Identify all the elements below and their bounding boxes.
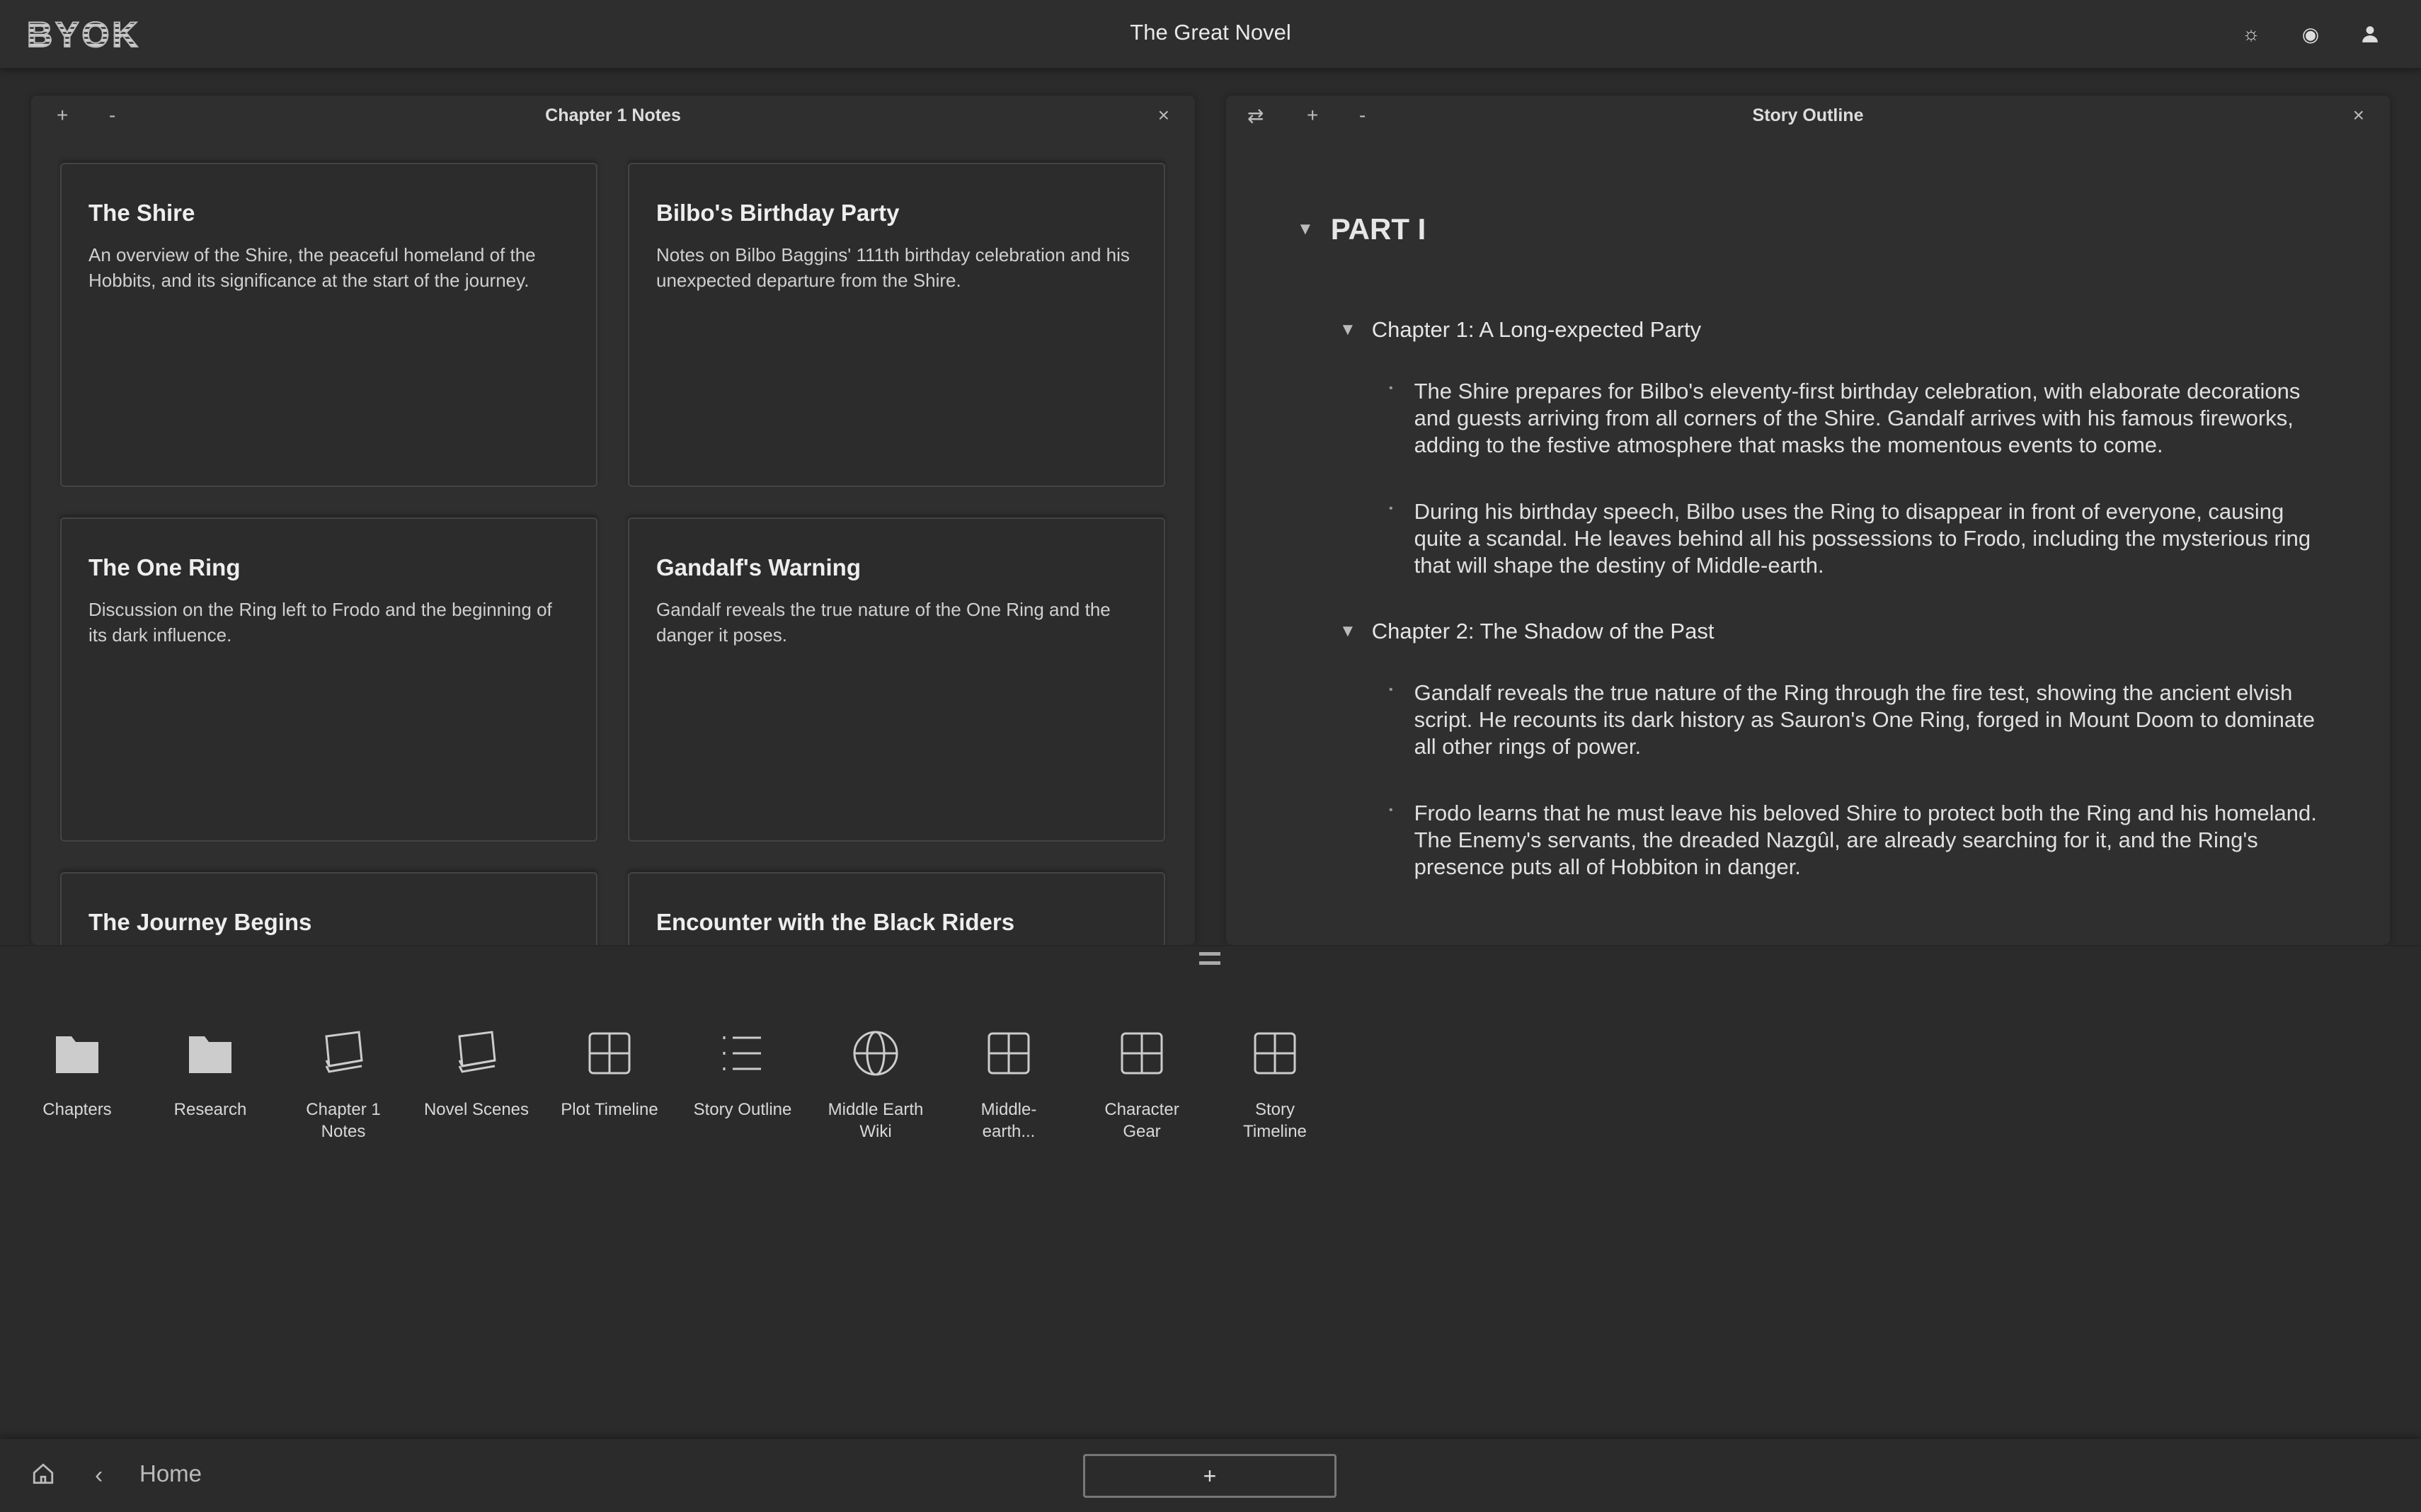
note-card[interactable] (628, 163, 1165, 487)
part-title[interactable]: PART I (1330, 212, 1426, 246)
note-card[interactable] (628, 872, 1165, 945)
workspace-dock (0, 945, 2421, 1441)
card-title: The Shire (88, 200, 195, 226)
collapse-triangle-icon[interactable]: ▼ (1339, 320, 1356, 339)
outline-chapter (1339, 317, 2330, 343)
collapse-triangle-icon[interactable]: ▼ (1339, 622, 1356, 641)
bottom-bar (0, 1439, 2421, 1512)
globe-icon (823, 1026, 929, 1086)
bullet-text[interactable]: During his birthday speech, Bilbo uses the Ring to disappear in front of everyone, causing quite a scandal. He leaves behind all his possessions to Frodo, including the mysterious ring that will shape the destiny of Middle-earth. (1414, 499, 2311, 578)
bullet-icon: • (1389, 804, 1393, 816)
app-chapters[interactable] (11, 1014, 144, 1142)
swap-button[interactable]: ⇄ (1247, 105, 1264, 127)
add-button[interactable]: + (1307, 104, 1319, 126)
grid-icon (956, 1026, 1062, 1086)
home-icon[interactable] (31, 1462, 55, 1492)
bullet-icon: • (1389, 503, 1393, 515)
app-label: Novel Scenes (423, 1100, 530, 1119)
app-label: Story Timeline (1243, 1100, 1307, 1141)
app-label: Plot Timeline (561, 1100, 658, 1119)
outline-bullet (1389, 378, 2330, 459)
app-label: Character Gear (1104, 1100, 1179, 1141)
eye-icon[interactable]: ◉ (2301, 23, 2320, 45)
app-character-gear[interactable] (1075, 1014, 1208, 1142)
card-title: The One Ring (88, 554, 241, 580)
app-story-timeline[interactable] (1208, 1014, 1341, 1142)
chapter-notes-panel (31, 96, 1195, 945)
card-text: An overview of the Shire, the peaceful homeland of the Hobbits, and its significance at the start of the journey. (88, 244, 536, 291)
outline-chapter (1339, 619, 2330, 644)
bullet-text[interactable]: Gandalf reveals the true nature of the Ring through the fire test, showing the ancient elvish script. He recounts its dark history as Sauron's One Ring, forged in Mount Doom to dominate all other rings of power. (1414, 680, 2315, 759)
note-card[interactable] (60, 517, 597, 842)
document-title: The Great Novel (1130, 20, 1291, 45)
add-button[interactable]: + (57, 104, 69, 126)
note-card[interactable] (60, 872, 597, 945)
grid-icon (1089, 1026, 1195, 1086)
app-label: Research (173, 1100, 247, 1119)
grid-icon (1222, 1026, 1328, 1086)
chapter-title[interactable]: Chapter 1: A Long-expected Party (1371, 317, 1702, 342)
card-text: Notes on Bilbo Baggins' 111th birthday celebration and his unexpected departure from the Shire. (656, 244, 1130, 291)
card-title: Gandalf's Warning (656, 554, 861, 580)
top-bar (0, 0, 2421, 68)
list-icon (689, 1026, 796, 1086)
close-button[interactable]: × (2352, 104, 2364, 126)
app-label: Chapters (42, 1100, 112, 1119)
bullet-icon: • (1389, 382, 1393, 394)
breadcrumb-home[interactable]: Home (139, 1460, 202, 1487)
outline-bullet (1389, 498, 2330, 579)
close-button[interactable]: × (1157, 104, 1169, 126)
card-text: Gandalf reveals the true nature of the One Ring and the danger it poses. (656, 599, 1111, 646)
user-icon[interactable] (2356, 20, 2384, 48)
outline-part (1297, 212, 2330, 246)
logo[interactable]: BYOK (27, 15, 141, 55)
app-chapter-1-notes[interactable] (277, 1014, 410, 1142)
back-chevron-icon[interactable]: ‹ (95, 1462, 103, 1489)
card-title: The Journey Begins (88, 909, 312, 935)
outline-bullet (1389, 680, 2330, 760)
app-novel-scenes[interactable] (410, 1014, 543, 1142)
story-outline-panel (1226, 96, 2390, 945)
resize-handle[interactable] (1199, 952, 1220, 965)
remove-button[interactable]: - (109, 104, 116, 126)
collapse-triangle-icon[interactable]: ▼ (1297, 219, 1314, 239)
outline-bullet (1389, 800, 2330, 881)
note-card[interactable] (628, 517, 1165, 842)
app-middle-earth-wiki[interactable] (809, 1014, 942, 1142)
sun-icon[interactable]: ☼ (2242, 23, 2260, 45)
app-label: Middle Earth Wiki (828, 1100, 924, 1141)
bullet-text[interactable]: Frodo learns that he must leave his beloved Shire to protect both the Ring and his homeland. The Enemy's servants, the dreaded Nazgûl, are already searching for it, and the Ring's presence puts all of Hobbiton in danger. (1414, 801, 2317, 879)
folder-icon (157, 1026, 263, 1086)
app-label: Middle-earth... (980, 1100, 1037, 1141)
card-title: Encounter with the Black Riders (656, 909, 1015, 935)
chapter-title[interactable]: Chapter 2: The Shadow of the Past (1371, 619, 1715, 643)
bullet-icon: • (1389, 684, 1393, 696)
bullet-text[interactable]: The Shire prepares for Bilbo's eleventy-first birthday celebration, with elaborate decorations and guests arriving from all corners of the Shire. Gandalf arrives with his famous fireworks, adding to the festive atmosphere that masks the momentous events to come. (1414, 379, 2301, 457)
folder-icon (24, 1026, 130, 1086)
app-plot-timeline[interactable] (543, 1014, 676, 1142)
panel-title: Story Outline (1752, 105, 1864, 125)
app-research[interactable] (144, 1014, 277, 1142)
card-title: Bilbo's Birthday Party (656, 200, 900, 226)
app-label: Story Outline (693, 1100, 792, 1119)
grid-icon (556, 1026, 663, 1086)
panel-title: Chapter 1 Notes (545, 105, 681, 125)
cards-icon (290, 1026, 396, 1086)
app-middle-earth[interactable] (942, 1014, 1075, 1142)
add-item-button[interactable]: + (1083, 1454, 1337, 1498)
app-story-outline[interactable] (676, 1014, 809, 1142)
note-card[interactable] (60, 163, 597, 487)
remove-button[interactable]: - (1359, 104, 1366, 126)
card-text: Discussion on the Ring left to Frodo and the beginning of its dark influence. (88, 599, 552, 646)
app-label: Chapter 1 Notes (306, 1100, 381, 1141)
cards-icon (423, 1026, 530, 1086)
